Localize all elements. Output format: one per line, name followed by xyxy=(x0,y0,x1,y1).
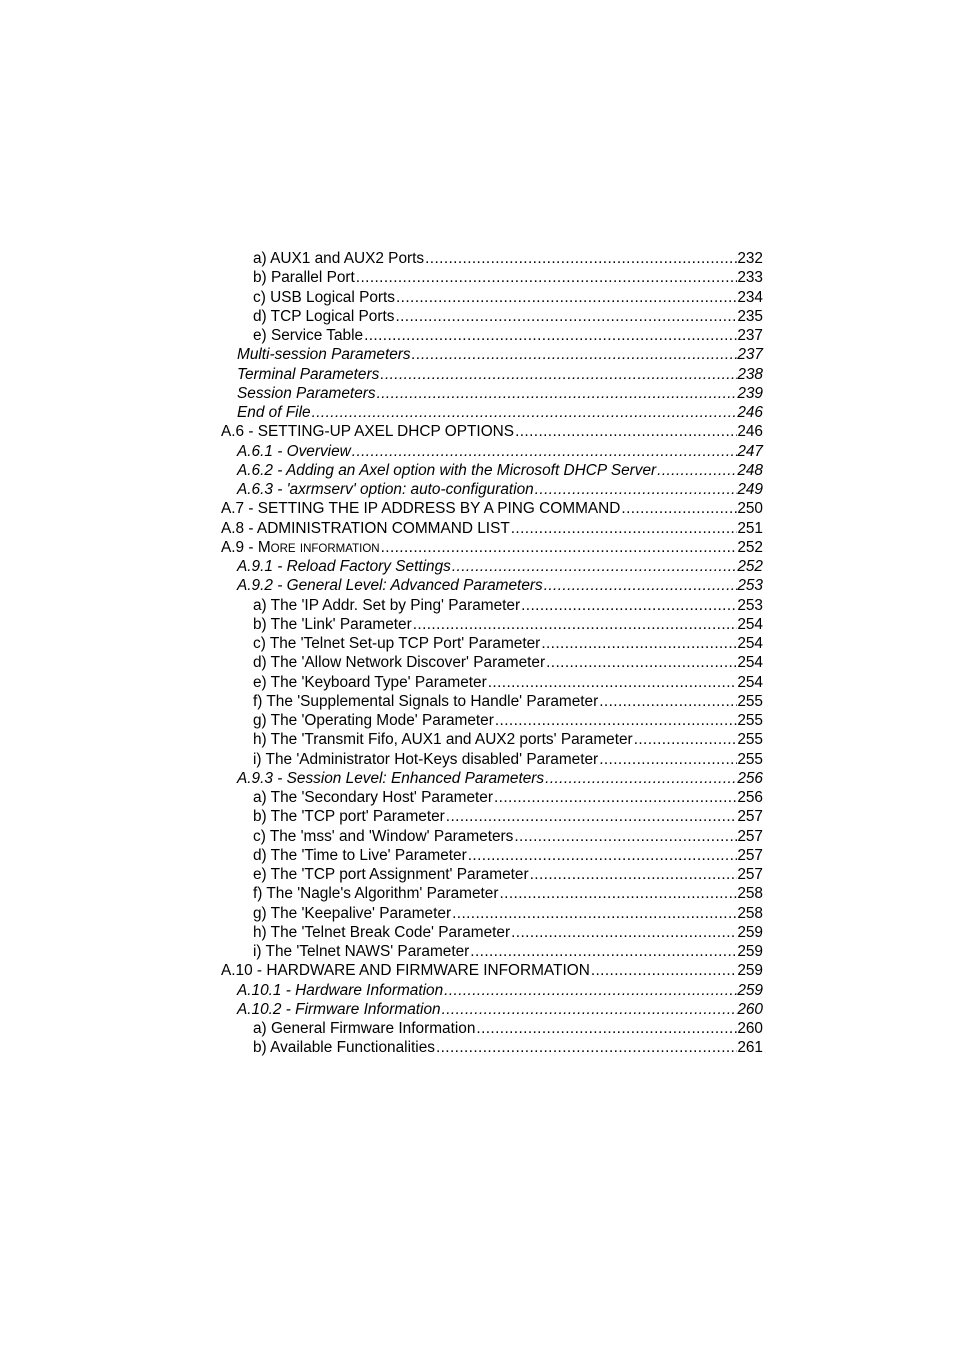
toc-entry-page-number: 251 xyxy=(737,519,763,537)
toc-entry-title: Terminal Parameters xyxy=(237,365,380,383)
toc-dot-leader xyxy=(413,615,738,634)
toc-dot-leader xyxy=(634,730,738,749)
toc-entry-title: b) The 'Link' Parameter xyxy=(253,615,412,633)
toc-entry-title: c) USB Logical Ports xyxy=(253,288,395,306)
toc-entry[interactable] xyxy=(221,923,763,942)
toc-entry[interactable] xyxy=(221,461,763,480)
toc-entry-title: b) Available Functionalities xyxy=(253,1039,435,1057)
toc-dot-leader xyxy=(530,865,738,884)
toc-entry-title: A.9.3 - Session Level: Enhanced Parameters xyxy=(237,769,545,787)
toc-entry-page-number: 256 xyxy=(737,789,763,806)
toc-entry-page-number: 258 xyxy=(737,885,763,903)
toc-entry[interactable] xyxy=(221,422,763,441)
toc-entry-page-number: 246 xyxy=(737,423,763,441)
toc-entry-page-number: 252 xyxy=(737,558,763,575)
toc-dot-leader xyxy=(396,288,737,307)
toc-entry[interactable] xyxy=(221,730,763,749)
toc-entry[interactable] xyxy=(221,576,763,595)
toc-entry[interactable] xyxy=(221,634,763,653)
toc-entry[interactable] xyxy=(221,788,763,807)
toc-entry[interactable] xyxy=(221,750,763,769)
toc-entry[interactable] xyxy=(221,981,763,1000)
toc-entry-page-number: 255 xyxy=(737,712,763,729)
toc-entry[interactable] xyxy=(221,865,763,884)
toc-entry-title: A.6 - SETTING-UP AXEL DHCP OPTIONS xyxy=(221,423,515,441)
toc-entry-title: A.7 - SETTING THE IP ADDRESS BY A PING COMMAND xyxy=(221,500,621,518)
toc-entry-page-number: 253 xyxy=(737,577,763,595)
toc-entry-title: g) The 'Keepalive' Parameter xyxy=(253,904,452,922)
toc-entry-page-number: 254 xyxy=(737,615,763,633)
toc-dot-leader xyxy=(412,345,738,364)
toc-dot-leader xyxy=(488,673,738,692)
toc-entry-title: c) The 'mss' and 'Window' Parameters xyxy=(253,827,514,845)
toc-dot-leader xyxy=(444,981,737,1000)
toc-dot-leader xyxy=(535,480,738,499)
toc-dot-leader xyxy=(380,365,737,384)
toc-entry[interactable] xyxy=(221,557,763,576)
toc-entry[interactable] xyxy=(221,307,763,326)
toc-entry-title: A.9.1 - Reload Factory Settings xyxy=(237,558,451,575)
toc-entry[interactable] xyxy=(221,326,763,345)
toc-entry-page-number: 257 xyxy=(737,827,763,845)
toc-entry-page-number: 259 xyxy=(737,962,763,980)
toc-entry-title: b) Parallel Port xyxy=(253,269,355,287)
toc-dot-leader xyxy=(452,557,737,576)
toc-dot-leader xyxy=(377,384,738,403)
toc-entry-page-number: 238 xyxy=(737,365,763,383)
toc-entry-page-number: 255 xyxy=(737,692,763,710)
toc-dot-leader xyxy=(494,788,737,807)
toc-entry[interactable] xyxy=(221,519,763,538)
toc-entry-page-number: 232 xyxy=(737,250,763,267)
toc-entry-title: a) AUX1 and AUX2 Ports xyxy=(253,250,425,267)
toc-entry-page-number: 233 xyxy=(737,269,763,287)
toc-entry-title: A.6.1 - Overview xyxy=(237,442,351,460)
toc-entry-title: a) General Firmware Information xyxy=(253,1020,476,1037)
toc-entry-page-number: 254 xyxy=(737,673,763,691)
toc-entry[interactable] xyxy=(221,884,763,903)
toc-entry[interactable] xyxy=(221,942,763,961)
toc-entry-title: h) The 'Telnet Break Code' Parameter xyxy=(253,923,511,941)
toc-entry-page-number: 257 xyxy=(737,808,763,826)
toc-entry[interactable] xyxy=(221,769,763,788)
toc-dot-leader xyxy=(511,519,738,538)
toc-dot-leader xyxy=(495,711,737,730)
toc-dot-leader xyxy=(545,769,737,788)
toc-entry-title: i) The 'Administrator Hot-Keys disabled' Parameter xyxy=(253,750,599,768)
toc-entry-page-number: 250 xyxy=(737,500,763,518)
toc-entry-page-number: 246 xyxy=(737,404,763,421)
toc-entry[interactable] xyxy=(221,615,763,634)
toc-entry[interactable] xyxy=(221,268,763,287)
toc-entry-title: f) The 'Nagle's Algorithm' Parameter xyxy=(253,885,499,903)
toc-entry[interactable] xyxy=(221,653,763,672)
toc-entry[interactable] xyxy=(221,403,763,422)
toc-entry[interactable] xyxy=(221,384,763,403)
toc-entry-title: A.10.2 - Firmware Information xyxy=(237,1000,441,1018)
toc-entry-title: e) The 'Keyboard Type' Parameter xyxy=(253,673,487,691)
toc-dot-leader xyxy=(499,884,737,903)
toc-dot-leader xyxy=(381,538,738,557)
toc-entry[interactable] xyxy=(221,538,763,557)
toc-entry-title: d) The 'Allow Network Discover' Parameter xyxy=(253,654,546,672)
toc-entry-page-number: 258 xyxy=(737,904,763,922)
toc-entry[interactable] xyxy=(221,1019,763,1038)
toc-dot-leader xyxy=(452,904,737,923)
toc-dot-leader xyxy=(425,249,737,268)
toc-dot-leader xyxy=(395,307,737,326)
toc-entry-title: Multi-session Parameters xyxy=(237,346,411,364)
toc-dot-leader xyxy=(356,268,738,287)
toc-dot-leader xyxy=(515,422,737,441)
toc-entry-title: A.10.1 - Hardware Information xyxy=(237,981,444,999)
toc-entry-page-number: 237 xyxy=(737,327,763,344)
toc-dot-leader xyxy=(546,653,737,672)
toc-entry[interactable] xyxy=(221,288,763,307)
toc-entry-page-number: 235 xyxy=(737,307,763,325)
toc-dot-leader xyxy=(521,596,737,615)
toc-entry-title: A.8 - ADMINISTRATION COMMAND LIST xyxy=(221,519,510,537)
toc-entry[interactable] xyxy=(221,442,763,461)
toc-entry-page-number: 259 xyxy=(737,923,763,941)
toc-entry-title: h) The 'Transmit Fifo, AUX1 and AUX2 ports' Parameter xyxy=(253,731,633,749)
toc-entry[interactable] xyxy=(221,711,763,730)
toc-entry-page-number: 247 xyxy=(737,442,763,460)
toc-dot-leader xyxy=(541,634,737,653)
toc-entry-page-number: 237 xyxy=(737,346,763,364)
toc-entry-title: A.9 - MORE INFORMATION xyxy=(221,538,380,556)
toc-dot-leader xyxy=(544,576,738,595)
toc-entry[interactable] xyxy=(221,807,763,826)
toc-entry-title: d) TCP Logical Ports xyxy=(253,307,395,325)
toc-entry-page-number: 255 xyxy=(737,731,763,749)
toc-entry[interactable] xyxy=(221,846,763,865)
toc-entry-title: e) The 'TCP port Assignment' Parameter xyxy=(253,866,529,883)
toc-entry-page-number: 259 xyxy=(737,981,763,999)
toc-entry-page-number: 234 xyxy=(737,288,763,306)
toc-entry-title: e) Service Table xyxy=(253,327,364,344)
toc-dot-leader xyxy=(436,1038,737,1057)
toc-entry[interactable] xyxy=(221,904,763,923)
toc-entry-page-number: 253 xyxy=(737,596,763,614)
toc-dot-leader xyxy=(442,1000,738,1019)
toc-dot-leader xyxy=(591,961,737,980)
toc-entry[interactable] xyxy=(221,345,763,364)
toc-entry-page-number: 248 xyxy=(737,461,763,479)
toc-entry-title: A.6.3 - 'axrmserv' option: auto-configuration xyxy=(237,481,534,498)
toc-entry-page-number: 254 xyxy=(737,635,763,652)
toc-entry-title: d) The 'Time to Live' Parameter xyxy=(253,846,467,864)
toc-entry-page-number: 256 xyxy=(737,769,763,787)
toc-entry[interactable] xyxy=(221,692,763,711)
toc-entry-title: a) The 'Secondary Host' Parameter xyxy=(253,789,493,806)
toc-dot-leader xyxy=(446,807,738,826)
toc-entry[interactable] xyxy=(221,961,763,980)
toc-entry-title: A.10 - HARDWARE AND FIRMWARE INFORMATION xyxy=(221,962,590,980)
toc-entry-title: a) The 'IP Addr. Set by Ping' Parameter xyxy=(253,596,521,614)
toc-entry-page-number: 255 xyxy=(737,750,763,768)
toc-entry-title: g) The 'Operating Mode' Parameter xyxy=(253,712,494,729)
toc-dot-leader xyxy=(514,827,737,846)
toc-entry-title: f) The 'Supplemental Signals to Handle' Parameter xyxy=(253,692,599,710)
toc-dot-leader xyxy=(476,1019,737,1038)
toc-entry-page-number: 261 xyxy=(737,1039,763,1057)
toc-entry[interactable] xyxy=(221,827,763,846)
table-of-contents xyxy=(221,249,763,1058)
toc-entry-title: c) The 'Telnet Set-up TCP Port' Parameter xyxy=(253,635,541,652)
toc-entry-page-number: 257 xyxy=(737,846,763,864)
toc-entry-page-number: 254 xyxy=(737,654,763,672)
toc-dot-leader xyxy=(468,846,738,865)
toc-entry-title: End of File xyxy=(237,404,311,421)
toc-entry-title: Session Parameters xyxy=(237,384,376,402)
toc-dot-leader xyxy=(352,442,738,461)
toc-dot-leader xyxy=(312,403,738,422)
toc-entry[interactable] xyxy=(221,596,763,615)
toc-entry[interactable] xyxy=(221,1000,763,1019)
toc-entry-page-number: 260 xyxy=(737,1000,763,1018)
toc-entry-page-number: 257 xyxy=(737,866,763,883)
toc-entry[interactable] xyxy=(221,499,763,518)
toc-entry-page-number: 239 xyxy=(737,384,763,402)
toc-entry-page-number: 249 xyxy=(737,481,763,498)
toc-entry-page-number: 259 xyxy=(737,943,763,960)
toc-dot-leader xyxy=(364,326,737,345)
toc-entry[interactable] xyxy=(221,249,763,268)
toc-entry-page-number: 252 xyxy=(737,538,763,556)
toc-entry-title: A.6.2 - Adding an Axel option with the Microsoft DHCP Server xyxy=(237,461,657,479)
toc-entry[interactable] xyxy=(221,365,763,384)
toc-entry-title: i) The 'Telnet NAWS' Parameter xyxy=(253,943,470,960)
toc-dot-leader xyxy=(599,750,737,769)
toc-entry[interactable] xyxy=(221,480,763,499)
toc-entry-title: b) The 'TCP port' Parameter xyxy=(253,808,445,826)
toc-dot-leader xyxy=(657,461,737,480)
toc-entry[interactable] xyxy=(221,1038,763,1057)
toc-entry-title: A.9.2 - General Level: Advanced Parameters xyxy=(237,577,543,595)
toc-dot-leader xyxy=(511,923,737,942)
toc-entry[interactable] xyxy=(221,673,763,692)
toc-dot-leader xyxy=(470,942,737,961)
toc-dot-leader xyxy=(621,499,737,518)
toc-entry-page-number: 260 xyxy=(737,1020,763,1037)
toc-dot-leader xyxy=(599,692,737,711)
